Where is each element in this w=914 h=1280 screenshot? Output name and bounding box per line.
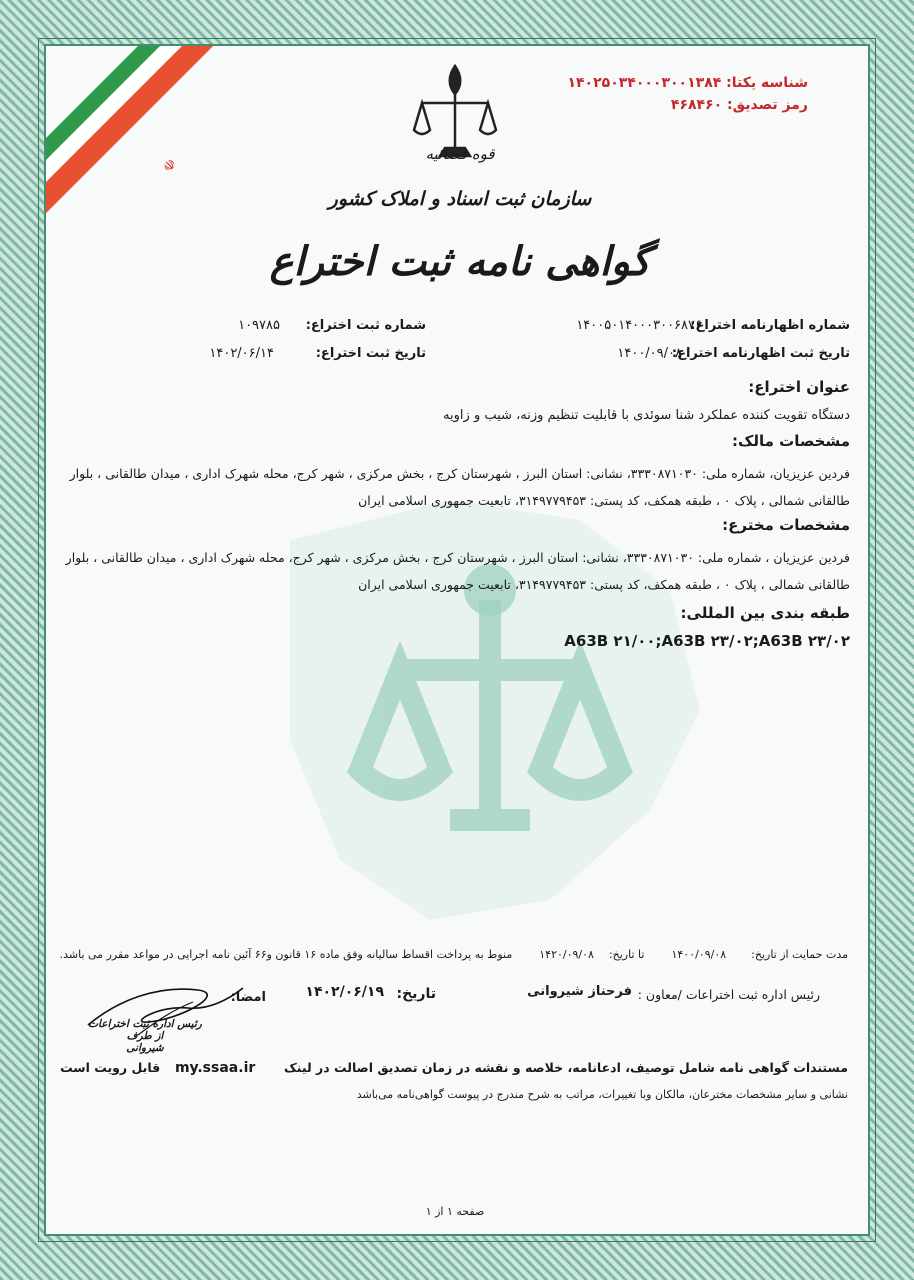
registration-date-label: تاریخ ثبت اختراع:: [315, 346, 426, 361]
signoff-date-label: تاریخ:: [396, 986, 436, 1002]
certificate-title: گواهی نامه ثبت اختراع: [269, 238, 651, 285]
owner-heading: مشخصات مالک:: [732, 432, 850, 450]
declaration-number-value: ۱۴۰۰۵۰۱۴۰۰۰۳۰۰۶۸۷۶: [576, 318, 702, 333]
stamp-line-1: رئیس اداره ثبت اختراعات: [88, 1018, 202, 1030]
judiciary-label: قوه قضائیه: [425, 145, 495, 163]
registration-date-value: ۱۴۰۲/۰۶/۱۴: [209, 346, 274, 361]
inventor-details: [60, 544, 850, 598]
registration-number-value: ۱۰۹۷۸۵: [238, 318, 280, 333]
address-note: نشانی و سایر مشخصات مخترعان، مالکان وبا تغییرات، مراتب به شرح مندرج در پیوست گواهی‌نامه می‌باشد: [356, 1088, 848, 1101]
stamp-line-3: شیروانی: [126, 1042, 164, 1054]
inventor-line-1: فردین عزیزیان ، شماره ملی: ۳۳۳۰۸۷۱۰۳۰، نشانی: استان البرز ، شهرستان کرج ، بخش مرکزی ، شهر کرج، محله شهرک اداری ، میدان طالقانی ، بلوار: [65, 550, 850, 565]
registration-number-label: شماره ثبت اختراع:: [305, 318, 426, 333]
classification-heading: طبقه بندی بین المللی:: [680, 604, 850, 622]
invention-heading: عنوان اختراع:: [748, 378, 850, 396]
classification-codes: A63B ۲۱/۰۰;A63B ۲۳/۰۲;A63B ۲۳/۰۲: [564, 632, 850, 650]
support-from: ۱۴۰۰/۰۹/۰۸: [671, 948, 727, 961]
owner-details: [60, 460, 850, 514]
documents-tail: قابل رویت است: [60, 1060, 161, 1075]
head-of-office-label: رئیس اداره ثبت اختراعات /معاون :: [637, 987, 820, 1002]
invention-title: دستگاه تقویت کننده عملکرد شنا سوئدی با قابلیت تنظیم وزنه، شیب و زاویه: [443, 408, 850, 423]
organization-name: سازمان ثبت اسناد و املاک کشور: [328, 188, 592, 210]
declaration-number-label: شماره اظهارنامه اختراع:: [690, 318, 850, 333]
signature-stamp: [70, 1018, 220, 1054]
support-to: ۱۴۲۰/۰۹/۰۸: [539, 948, 594, 961]
inventor-heading: مشخصات مخترع:: [722, 516, 850, 534]
declaration-date-value: ۱۴۰۰/۰۹/۰۸: [617, 346, 682, 361]
signature-label: امضا:: [230, 990, 266, 1005]
owner-line-1: فردین عزیزیان، شماره ملی: ۳۳۳۰۸۷۱۰۳۰، نشانی: استان البرز ، شهرستان کرج ، بخش مرکزی ، شهر کرج، محله شهرک اداری ، میدان طالقانی ، بلوار: [69, 466, 850, 481]
support-label: مدت حمایت از تاریخ:: [751, 948, 848, 961]
flag-emblem-icon: ☫: [160, 155, 181, 177]
signoff-date-value: ۱۴۰۲/۰۶/۱۹: [305, 984, 384, 1000]
page-number: صفحه ۱ از ۱: [425, 1205, 485, 1218]
verify-code: رمز تصدیق: ۴۶۸۴۶۰: [670, 97, 808, 113]
stamp-line-2: از طرف: [126, 1030, 164, 1042]
documents-text: مستندات گواهی نامه شامل توصیف، ادعانامه، خلاصه و نقشه در زمان تصدیق اصالت در لینک: [284, 1060, 848, 1075]
support-period-line: [58, 948, 848, 961]
serial-block: [567, 72, 808, 116]
support-note: منوط به پرداخت اقساط سالیانه وفق ماده ۱۶ قانون و۶۶ آئین نامه اجرایی در مواعد مقرر می باشد.: [59, 948, 513, 961]
inventor-line-2: طالقانی شمالی ، پلاک ۰ ، طبقه همکف، کد پستی: ۳۱۴۹۷۷۹۴۵۳، تابعیت جمهوری اسلامی ایران: [358, 577, 850, 592]
iran-flag-ribbon: [46, 46, 256, 256]
support-to-label: تا تاریخ:: [608, 948, 645, 961]
owner-line-2: طالقانی شمالی ، پلاک ۰ ، طبقه همکف، کد پستی: ۳۱۴۹۷۷۹۴۵۳، تابعیت جمهوری اسلامی ایران: [358, 493, 850, 508]
documents-note: [58, 1060, 848, 1076]
declaration-date-label: تاریخ ثبت اظهارنامه اختراع:: [671, 346, 850, 361]
verification-link[interactable]: my.ssaa.ir: [174, 1060, 256, 1076]
unique-id: شناسه یکتا: ۱۴۰۲۵۰۳۴۰۰۰۳۰۰۱۳۸۴: [567, 75, 808, 91]
head-of-office-name: فرحناز شیروانی: [527, 984, 632, 999]
